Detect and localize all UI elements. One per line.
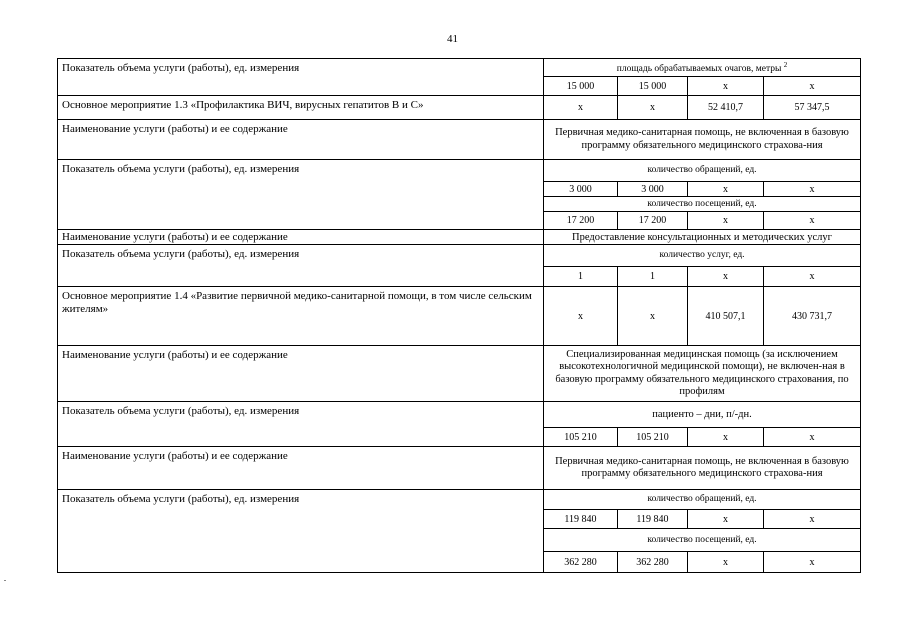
value-cell: 3 000 xyxy=(618,182,688,197)
table-row xyxy=(58,287,861,346)
table-row xyxy=(58,245,861,267)
value-cell: 17 200 xyxy=(544,212,618,230)
service-description: Первичная медико-санитарная помощь, не включенная в базовую программу обязательного медицинского страхова-ния xyxy=(544,447,861,490)
indicator-label: Показатель объема услуги (работы), ед. измерения xyxy=(58,490,544,573)
indicator-label: Показатель объема услуги (работы), ед. измерения xyxy=(58,245,544,287)
value-cell: х xyxy=(688,428,764,447)
service-description: Первичная медико-санитарная помощь, не включенная в базовую программу обязательного медицинского страхова-ния xyxy=(544,120,861,160)
service-label: Наименование услуги (работы) и ее содержание xyxy=(58,447,544,490)
service-label: Наименование услуги (работы) и ее содержание xyxy=(58,230,544,245)
value-cell: х xyxy=(688,77,764,96)
event-title: Основное мероприятие 1.3 «Профилактика ВИЧ, вирусных гепатитов В и С» xyxy=(58,96,544,120)
indicator-label: Показатель объема услуги (работы), ед. измерения xyxy=(58,402,544,447)
value-cell: 119 840 xyxy=(618,510,688,529)
measure-unit: количество посещений, ед. xyxy=(544,529,861,552)
value-cell: 105 210 xyxy=(544,428,618,447)
service-label: Наименование услуги (работы) и ее содержание xyxy=(58,120,544,160)
value-cell: 57 347,5 xyxy=(764,96,861,120)
value-cell: 105 210 xyxy=(618,428,688,447)
table-row xyxy=(58,230,861,245)
value-cell: 15 000 xyxy=(618,77,688,96)
program-table xyxy=(57,58,861,573)
measure-unit: количество обращений, ед. xyxy=(544,490,861,510)
value-cell: х xyxy=(764,267,861,287)
value-cell: х xyxy=(544,287,618,346)
measure-unit: площадь обрабатываемых очагов, метры $^2$ xyxy=(544,59,861,77)
value-cell: 3 000 xyxy=(544,182,618,197)
value-cell: х xyxy=(618,287,688,346)
service-description: Предоставление консультационных и методических услуг xyxy=(544,230,861,245)
value-cell: 15 000 xyxy=(544,77,618,96)
measure-unit: количество услуг, ед. xyxy=(544,245,861,267)
value-cell: х xyxy=(764,552,861,573)
value-cell: х xyxy=(764,77,861,96)
value-cell: х xyxy=(764,428,861,447)
event-title: Основное мероприятие 1.4 «Развитие первичной медико-санитарной помощи, в том числе сельским жителям» xyxy=(58,287,544,346)
measure-unit: пациенто – дни, п/-дн. xyxy=(544,402,861,428)
indicator-label: Показатель объема услуги (работы), ед. измерения xyxy=(58,160,544,230)
service-label: Наименование услуги (работы) и ее содержание xyxy=(58,346,544,402)
value-cell: 362 280 xyxy=(544,552,618,573)
value-cell: х xyxy=(688,212,764,230)
indicator-label: Показатель объема услуги (работы), ед. измерения xyxy=(58,59,544,96)
value-cell: х xyxy=(544,96,618,120)
table-row xyxy=(58,402,861,428)
measure-unit: количество посещений, ед. xyxy=(544,197,861,212)
value-cell: 430 731,7 xyxy=(764,287,861,346)
measure-unit: количество обращений, ед. xyxy=(544,160,861,182)
table-row xyxy=(58,346,861,402)
service-description: Специализированная медицинская помощь (за исключением высокотехнологичной медицинской помощи), не включен-ная в базовую программу обязательного медицинского страхования, по профилям xyxy=(544,346,861,402)
table-row xyxy=(58,490,861,510)
value-cell: 410 507,1 xyxy=(688,287,764,346)
value-cell: х xyxy=(764,212,861,230)
value-cell: х xyxy=(688,182,764,197)
table-row xyxy=(58,120,861,160)
value-cell: х xyxy=(688,510,764,529)
value-cell: х xyxy=(764,510,861,529)
table-row xyxy=(58,96,861,120)
value-cell: х xyxy=(764,182,861,197)
value-cell: 17 200 xyxy=(618,212,688,230)
value-cell: 1 xyxy=(618,267,688,287)
scan-mark xyxy=(4,580,6,581)
value-cell: 52 410,7 xyxy=(688,96,764,120)
value-cell: х xyxy=(618,96,688,120)
value-cell: 1 xyxy=(544,267,618,287)
table-row xyxy=(58,59,861,77)
value-cell: 119 840 xyxy=(544,510,618,529)
value-cell: х xyxy=(688,267,764,287)
value-cell: 362 280 xyxy=(618,552,688,573)
table-row xyxy=(58,160,861,182)
page-number: 41 xyxy=(447,33,458,45)
table-row xyxy=(58,447,861,490)
value-cell: х xyxy=(688,552,764,573)
